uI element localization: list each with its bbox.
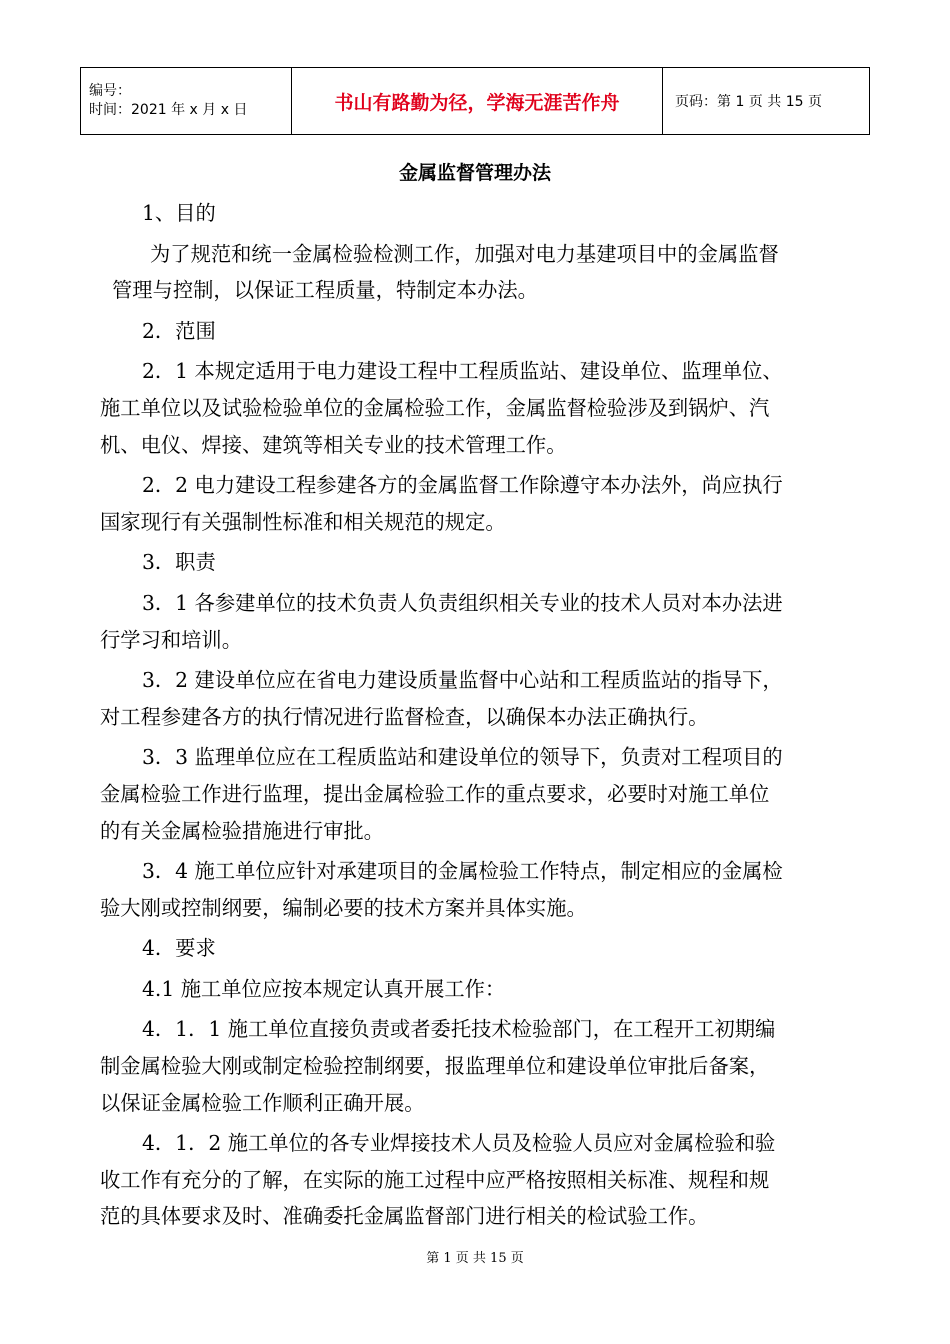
date-label: 时间：2021 年 x 月 x 日 (89, 102, 248, 118)
document-body (100, 195, 852, 1239)
paragraph: 2．1 本规定适用于电力建设工程中工程质监站、建设单位、监理单位、 施工单位以及试验检验单位的金属检验工作，金属监督检验涉及到锅炉、汽 机、电仪、焊接、建筑等相关专业的技术管理工作。 (100, 359, 783, 457)
document-title: 金属监督管理办法 (398, 162, 551, 184)
section-heading: 4．要求 (142, 936, 216, 961)
paragraph: 3．3 监理单位应在工程质监站和建设单位的领导下，负责对工程项目的 金属检验工作进行监理，提出金属检验工作的重点要求，必要时对施工单位 的有关金属检验措施进行审批。 (100, 745, 783, 843)
number-label: 编号： (89, 83, 131, 99)
paragraph: 4．1．2 施工单位的各专业焊接技术人员及检验人员应对金属检验和验 收工作有充分的了解，在实际的施工过程中应严格按照相关标准、规程和规 范的具体要求及时、准确委托金属监督部门进行相关的检试验工作。 (100, 1131, 776, 1229)
paragraph: 为了规范和统一金属检验检测工作，加强对电力基建项目中的金属监督 管理与控制，以保证工程质量，特制定本办法。 (112, 241, 779, 303)
motto: 书山有路勤为径，学海无涯苦作舟 (292, 68, 663, 135)
page-footer: 第 1 页 共 15 页 (426, 1251, 524, 1266)
section-heading: 2．范围 (142, 318, 216, 343)
paragraph: 3．2 建设单位应在省电力建设质量监督中心站和工程质监站的指导下， 对工程参建各方的执行情况进行监督检查，以确保本办法正确执行。 (100, 668, 783, 729)
paragraph: 3．1 各参建单位的技术负责人负责组织相关专业的技术人员对本办法进 行学习和培训。 (100, 590, 783, 652)
section-heading: 3．职责 (142, 550, 216, 575)
paragraph: 3．4 施工单位应针对承建项目的金属检验工作特点，制定相应的金属检 验大刚或控制纲要，编制必要的技术方案并具体实施。 (100, 859, 783, 920)
paragraph: 4．1．1 施工单位直接负责或者委托技术检验部门，在工程开工初期编 制金属检验大刚或制定检验控制纲要，报监理单位和建设单位审批后备案， 以保证金属检验工作顺利正确开展。 (100, 1017, 776, 1115)
header-table (80, 67, 870, 135)
page-info: 页码：第 1 页 共 15 页 (663, 68, 870, 135)
section-heading: 1、目的 (142, 201, 216, 225)
paragraph: 4.1 施工单位应按本规定认真开展工作： (142, 976, 506, 1001)
header-left-cell (81, 68, 292, 135)
paragraph: 2．2 电力建设工程参建各方的金属监督工作除遵守本办法外，尚应执行 国家现行有关强制性标准和相关规范的规定。 (100, 473, 783, 534)
